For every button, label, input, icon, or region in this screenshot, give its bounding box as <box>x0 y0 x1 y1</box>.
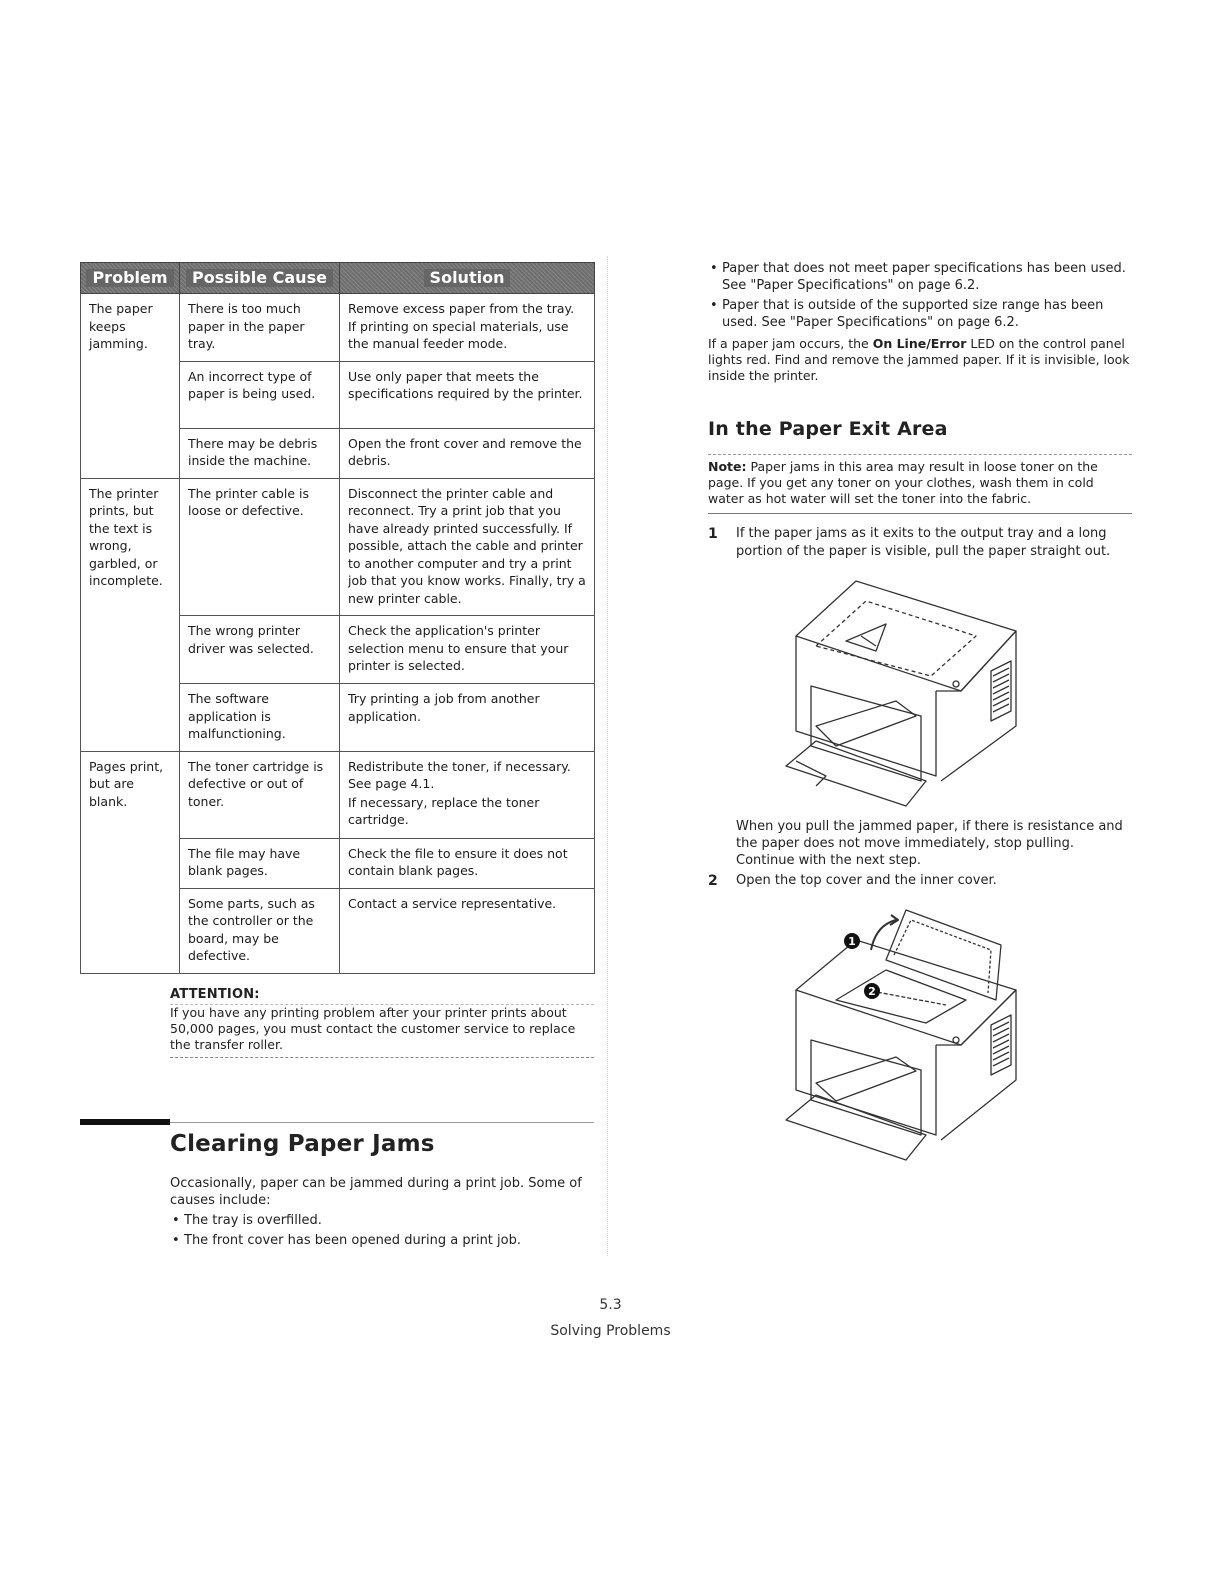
page-number: 5.3 <box>599 1297 622 1313</box>
troubleshooting-table-wrapper <box>80 262 594 974</box>
jam-led-paragraph: If a paper jam occurs, the On Line/Error LED on the control panel lights red. Find and remove the jammed paper. If it is invisible, look inside the printer. <box>708 336 1130 383</box>
solution-cell: Disconnect the printer cable and reconnect. Try a print job that you have already printed successfully. If possible, attach the cable and printer to another computer and try a print job that you know works. Finally, try a new printer cable. <box>340 478 595 616</box>
note-text: Paper jams in this area may result in loose toner on the page. If you get any toner on your clothes, wash them in cold water as hot water will set the toner into the fabric. <box>708 459 1098 506</box>
table-row <box>81 294 595 362</box>
step-1 <box>708 525 1132 561</box>
table-row <box>81 751 595 838</box>
list-item: • The front cover has been opened during a print job. <box>170 1232 594 1249</box>
solution-cell: Redistribute the toner, if necessary. See page 4.1. If necessary, replace the toner cartridge. <box>340 751 595 838</box>
attention-body: If you have any printing problem after your printer prints about 50,000 pages, you must contact the customer service to replace the transfer roller. <box>170 1005 594 1058</box>
attention-box <box>170 987 594 1058</box>
cause-cell: The software application is malfunctioning. <box>180 684 340 752</box>
solution-cell: Check the file to ensure it does not contain blank pages. <box>340 838 595 888</box>
list-item: • Paper that is outside of the supported size range has been used. See "Paper Specifications" on page 6.2. <box>708 297 1132 331</box>
chapter-title: Solving Problems <box>550 1323 671 1339</box>
list-item: • The tray is overfilled. <box>170 1212 594 1229</box>
table-row <box>81 478 595 616</box>
solution-cell: Contact a service representative. <box>340 888 595 973</box>
cause-cell: There is too much paper in the paper tray. <box>180 294 340 362</box>
cause-cell: The printer cable is loose or defective. <box>180 478 340 616</box>
right-column-intro <box>708 257 1132 384</box>
column-gutter <box>607 256 608 1256</box>
section-title: Clearing Paper Jams <box>170 1131 435 1157</box>
solution-cell: Try printing a job from another application. <box>340 684 595 752</box>
header-problem: Problem <box>81 263 180 294</box>
cause-cell: The wrong printer driver was selected. <box>180 616 340 684</box>
jam-cause-list <box>708 260 1132 331</box>
problem-cell: The paper keeps jamming. <box>81 294 180 479</box>
printer-exit-illustration <box>776 576 1026 811</box>
step-number: 2 <box>708 873 718 889</box>
solution-cell: Use only paper that meets the specifications required by the printer. <box>340 361 595 428</box>
note-label: Note: <box>708 459 747 474</box>
list-item: • Paper that does not meet paper specifications has been used. See "Paper Specifications" on page 6.2. <box>708 260 1132 294</box>
callout-2-label: 2 <box>868 985 876 998</box>
step-1-caution: When you pull the jammed paper, if there is resistance and the paper does not move immediately, stop pulling. Continue with the next step. <box>736 819 1123 868</box>
solution-cell: Remove excess paper from the tray. If printing on special materials, use the manual feeder mode. <box>340 294 595 362</box>
subsection-title: In the Paper Exit Area <box>708 418 948 440</box>
clearing-intro <box>170 1175 594 1249</box>
header-possible-cause: Possible Cause <box>180 263 340 294</box>
solution-cell: Check the application's printer selection menu to ensure that your printer is selected. <box>340 616 595 684</box>
clearing-cause-list <box>170 1212 594 1249</box>
step-text: If the paper jams as it exits to the output tray and a long portion of the paper is visible, pull the paper straight out. <box>736 526 1111 559</box>
step-number: 1 <box>708 526 718 542</box>
callout-1-label: 1 <box>848 935 856 948</box>
cause-cell: Some parts, such as the controller or the board, may be defective. <box>180 888 340 973</box>
printer-open-cover-illustration <box>776 905 1026 1165</box>
cause-cell: There may be debris inside the machine. <box>180 428 340 478</box>
problem-cell: The printer prints, but the text is wrong, garbled, or incomplete. <box>81 478 180 751</box>
cause-cell: An incorrect type of paper is being used. <box>180 361 340 428</box>
section-marker-bar <box>80 1119 170 1125</box>
cause-cell: The toner cartridge is defective or out of toner. <box>180 751 340 838</box>
clearing-intro-text: Occasionally, paper can be jammed during a print job. Some of causes include: <box>170 1176 582 1208</box>
step-2 <box>708 872 1132 890</box>
step-text: Open the top cover and the inner cover. <box>736 873 997 888</box>
header-solution: Solution <box>340 263 595 294</box>
solution-cell: Open the front cover and remove the debris. <box>340 428 595 478</box>
cause-cell: The file may have blank pages. <box>180 838 340 888</box>
troubleshooting-table <box>80 262 595 974</box>
problem-cell: Pages print, but are blank. <box>81 751 180 973</box>
note-box <box>708 454 1132 514</box>
attention-title: ATTENTION: <box>170 987 594 1005</box>
table-header-row <box>81 263 595 294</box>
